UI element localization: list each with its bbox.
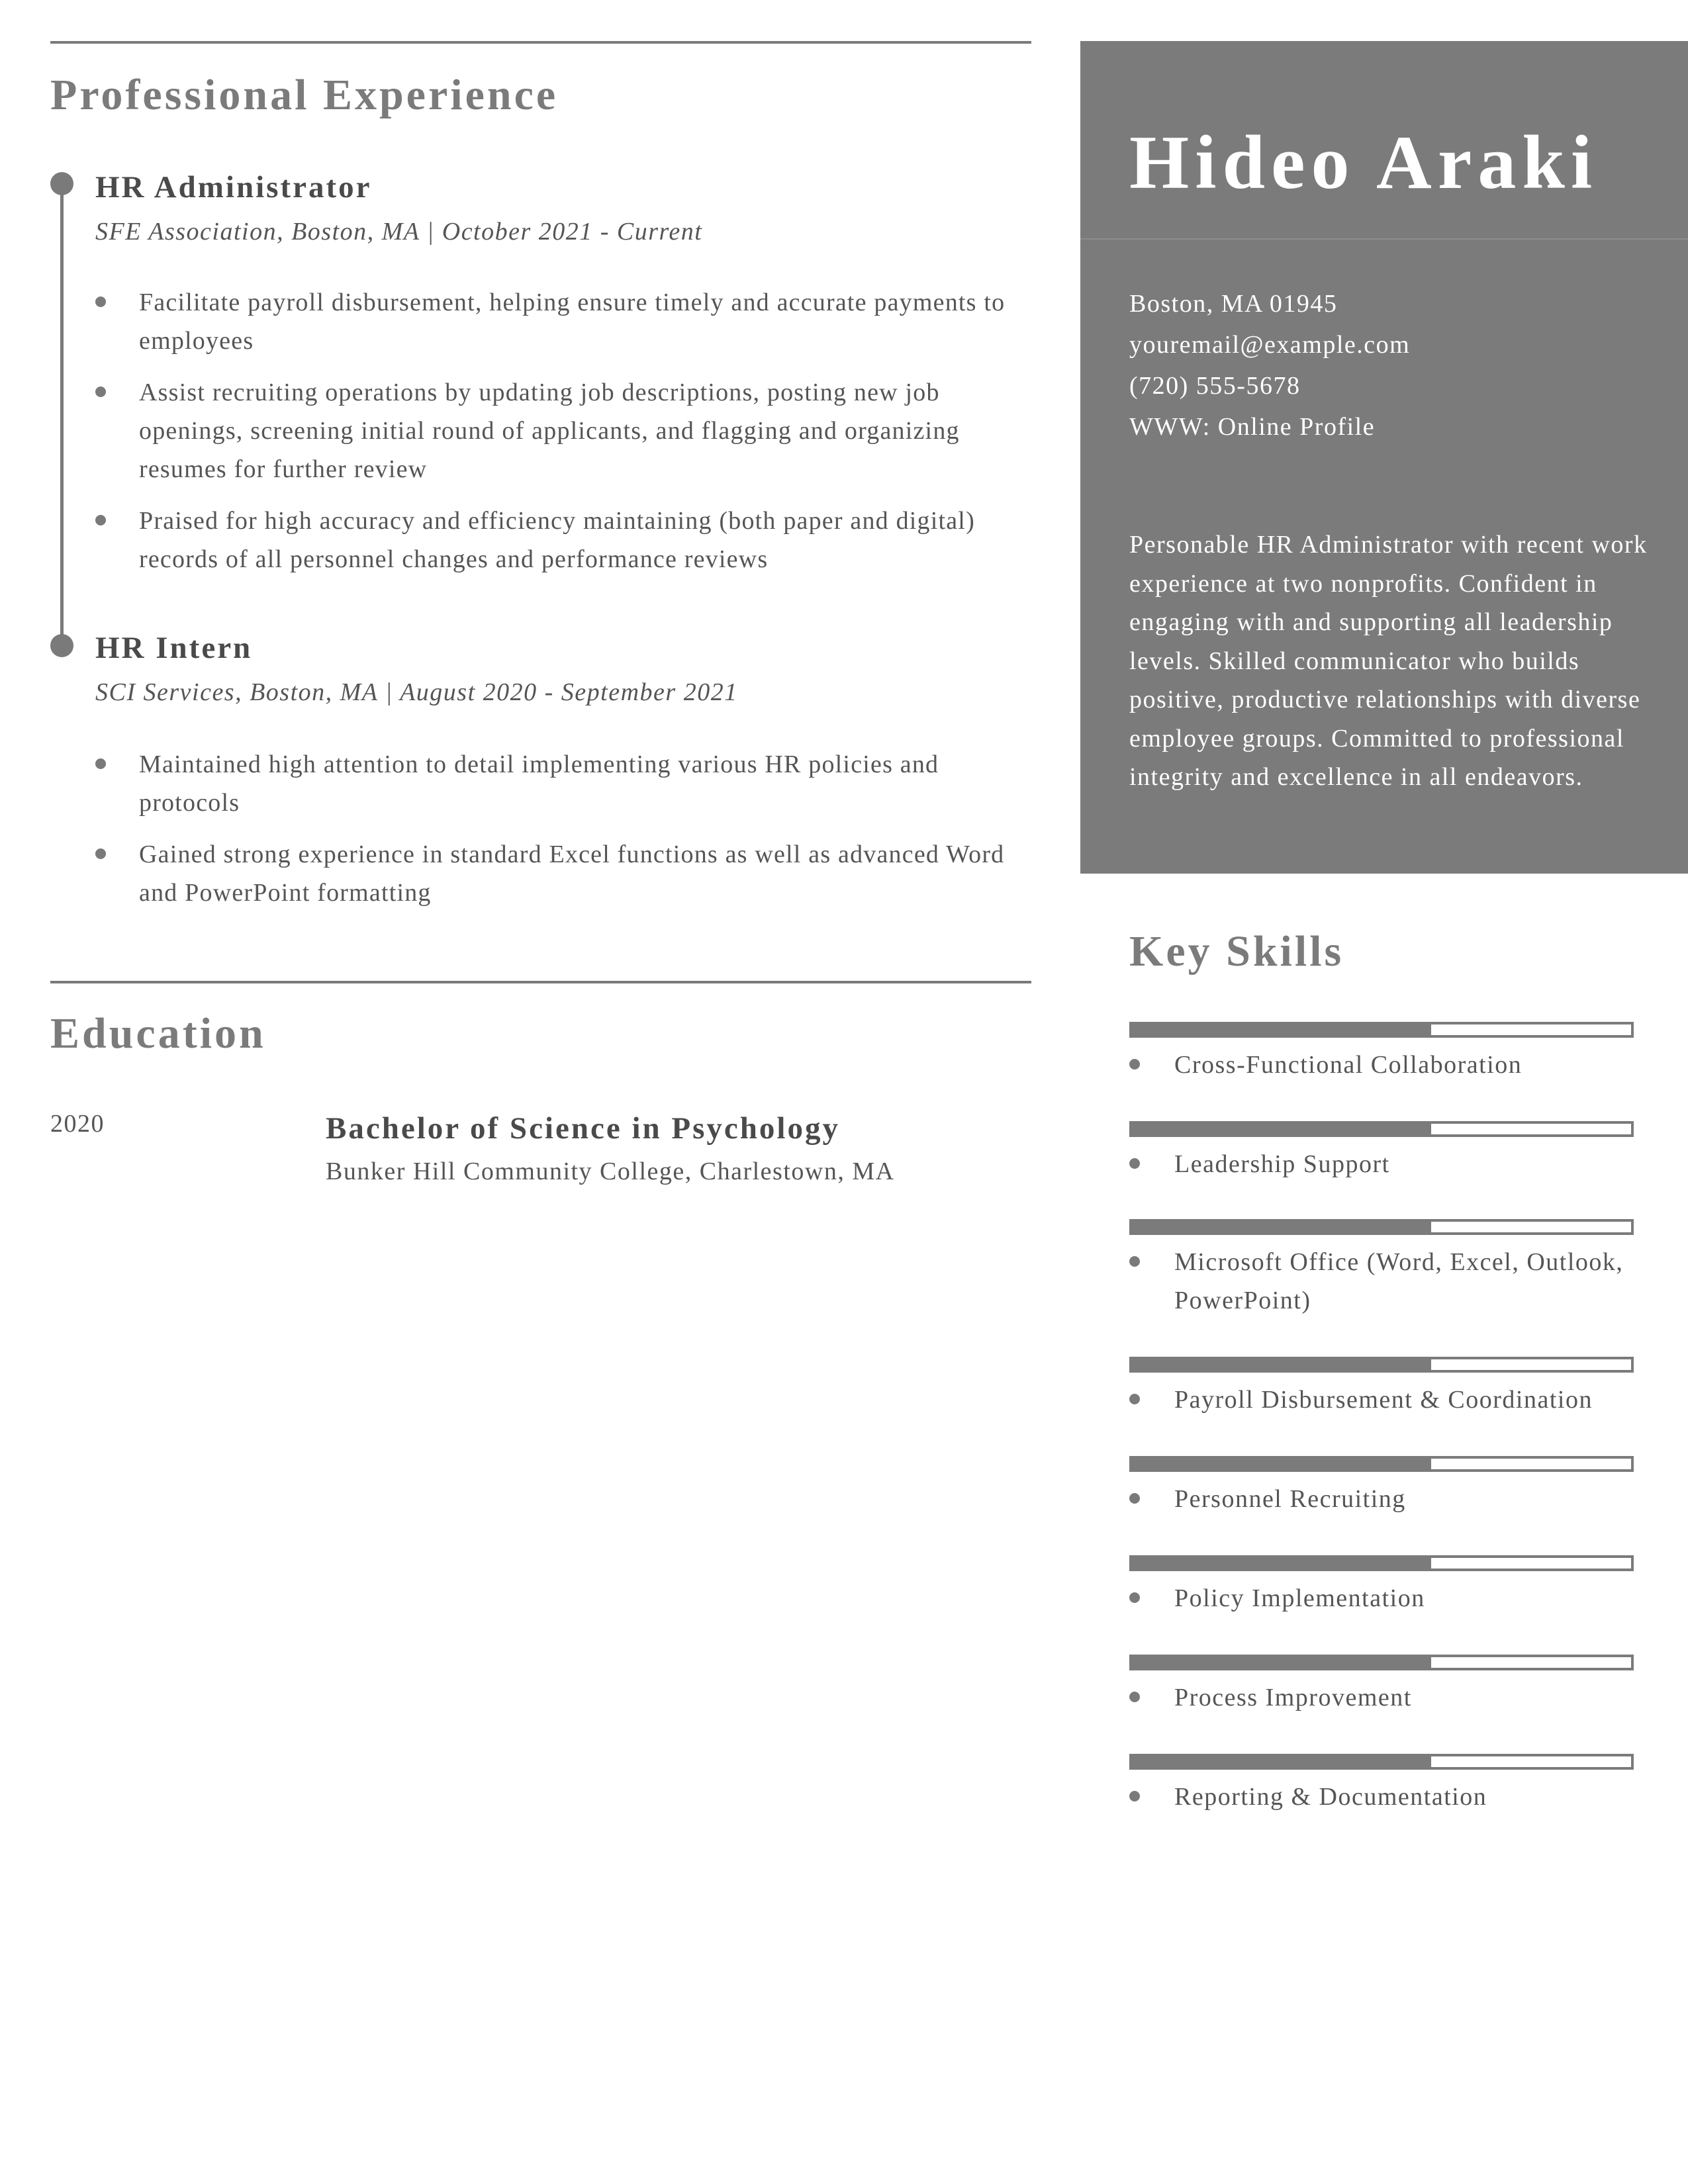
bullet-icon bbox=[1129, 1493, 1140, 1504]
bullet-icon bbox=[1129, 1692, 1140, 1702]
skill-bar bbox=[1129, 1121, 1634, 1137]
education-school: Bunker Hill Community College, Charlestown, MA bbox=[326, 1158, 895, 1185]
job-meta: SCI Services, Boston, MA | August 2020 - September 2021 bbox=[95, 678, 738, 706]
experience-top-rule bbox=[50, 41, 1031, 44]
education-top-rule bbox=[50, 981, 1031, 983]
list-item: Assist recruiting operations by updating job descriptions, posting new job openings, screening initial round of applicants, and flagging and organizing resumes for further review bbox=[95, 373, 1009, 488]
skill-bar bbox=[1129, 1022, 1634, 1038]
skills-section-title: Key Skills bbox=[1129, 927, 1344, 976]
profile-summary: Personable HR Administrator with recent work experience at two nonprofits. Confident in engaging with and supporting all leadership levels. Skilled communicator who builds positive, productive relationships with diverse employee groups. Committed to professional integrity and excellence in all endeavors. bbox=[1129, 531, 1648, 791]
skill-label: Leadership Support bbox=[1174, 1150, 1390, 1178]
skill-label: Payroll Disbursement & Coordination bbox=[1174, 1386, 1593, 1414]
timeline-dot-job-2 bbox=[50, 634, 73, 657]
experience-section-title: Professional Experience bbox=[50, 71, 559, 119]
job-meta: SFE Association, Boston, MA | October 2021 - Current bbox=[95, 218, 703, 246]
skill-label: Reporting & Documentation bbox=[1174, 1783, 1487, 1811]
skill-bar-fill bbox=[1132, 1459, 1431, 1469]
job-bullets bbox=[95, 745, 1009, 925]
skill-label: Cross-Functional Collaboration bbox=[1174, 1051, 1523, 1079]
education-section-title: Education bbox=[50, 1009, 266, 1058]
bullet-icon bbox=[95, 848, 106, 859]
list-item: Praised for high accuracy and efficiency maintaining (both paper and digital) records of all personnel changes and performance reviews bbox=[95, 502, 1009, 578]
job-bullets bbox=[95, 283, 1009, 592]
skill-label: Policy Implementation bbox=[1174, 1584, 1425, 1612]
panel-divider bbox=[1080, 238, 1688, 240]
bullet-icon bbox=[1129, 1256, 1140, 1267]
bullet-icon bbox=[1129, 1791, 1140, 1801]
bullet-icon bbox=[95, 515, 106, 525]
skill-bar-fill bbox=[1132, 1756, 1431, 1767]
experience-timeline bbox=[60, 184, 64, 647]
bullet-icon bbox=[1129, 1059, 1140, 1069]
skill-bar bbox=[1129, 1555, 1634, 1571]
contact-email[interactable]: youremail@example.com bbox=[1129, 331, 1411, 359]
list-item: Facilitate payroll disbursement, helping ensure timely and accurate payments to employees bbox=[95, 283, 1009, 360]
contact-info bbox=[1129, 283, 1410, 447]
skill-bar bbox=[1129, 1357, 1634, 1373]
timeline-dot-job-1 bbox=[50, 172, 73, 195]
education-year: 2020 bbox=[50, 1110, 105, 1138]
profile-panel bbox=[1080, 41, 1688, 874]
contact-phone: (720) 555-5678 bbox=[1129, 372, 1301, 400]
skill-bar-fill bbox=[1132, 1558, 1431, 1569]
skill-bar-fill bbox=[1132, 1124, 1431, 1134]
skill-label: Personnel Recruiting bbox=[1174, 1485, 1406, 1513]
bullet-icon bbox=[95, 387, 106, 397]
skill-bar bbox=[1129, 1754, 1634, 1770]
contact-website[interactable]: WWW: Online Profile bbox=[1129, 413, 1376, 441]
skill-label: Microsoft Office (Word, Excel, Outlook, PowerPoint) bbox=[1174, 1248, 1624, 1314]
job-title: HR Administrator bbox=[95, 170, 372, 205]
skill-label: Process Improvement bbox=[1174, 1684, 1412, 1711]
bullet-icon bbox=[95, 296, 106, 307]
skill-bar-fill bbox=[1132, 1657, 1431, 1668]
bullet-icon bbox=[1129, 1592, 1140, 1603]
bullet-icon bbox=[1129, 1394, 1140, 1404]
job-title: HR Intern bbox=[95, 631, 253, 665]
list-item: Gained strong experience in standard Excel functions as well as advanced Word and PowerPoint formatting bbox=[95, 835, 1009, 912]
bullet-icon bbox=[1129, 1158, 1140, 1169]
skill-bar bbox=[1129, 1655, 1634, 1670]
skill-bar-fill bbox=[1132, 1359, 1431, 1370]
education-degree: Bachelor of Science in Psychology bbox=[326, 1111, 840, 1146]
skill-bar bbox=[1129, 1456, 1634, 1472]
skill-bar-fill bbox=[1132, 1222, 1431, 1232]
contact-address: Boston, MA 01945 bbox=[1129, 290, 1338, 318]
skill-bar bbox=[1129, 1219, 1634, 1235]
list-item: Maintained high attention to detail implementing various HR policies and protocols bbox=[95, 745, 1009, 822]
skill-bar-fill bbox=[1132, 1024, 1431, 1035]
bullet-icon bbox=[95, 758, 106, 769]
candidate-name: Hideo Araki bbox=[1129, 120, 1599, 205]
